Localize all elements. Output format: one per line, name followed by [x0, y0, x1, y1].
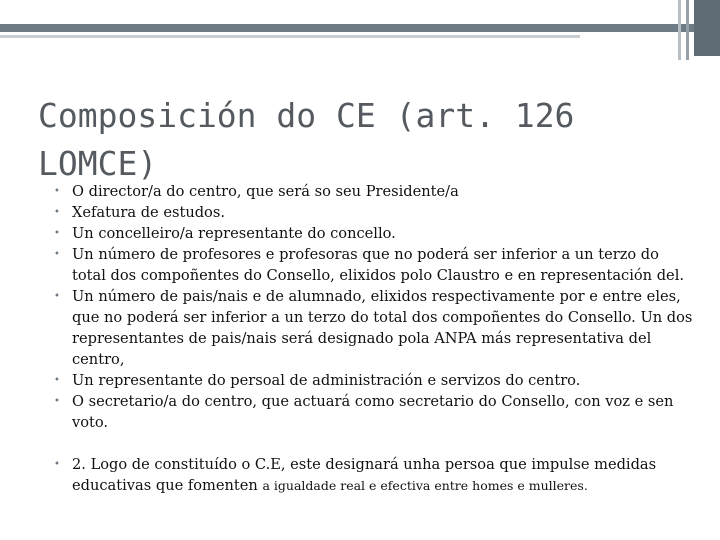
list-item — [54, 202, 694, 223]
list-item — [54, 244, 694, 286]
bullet-icon: • — [54, 291, 60, 302]
bullet-icon: • — [54, 396, 60, 407]
list-item-text: Un número de pais/nais e de alumnado, elixidos respectivamente por e entre eles, que no poderá ser inferior a un terzo do total dos compoñentes do Consello. Un dos representantes de pais/nais será designado pola ANPA más representativa del centro, — [72, 288, 693, 368]
list-item — [54, 286, 694, 370]
list-item-text: Un concelleiro/a representante do concello. — [72, 225, 396, 242]
list-item-text: Xefatura de estudos. — [72, 204, 225, 221]
list-item — [54, 181, 694, 202]
list-item — [54, 370, 694, 391]
corner-decoration — [694, 0, 720, 56]
list-item — [54, 223, 694, 244]
slide-title: Composición do CE (art. 126 LOMCE) — [38, 96, 575, 183]
bullet-icon: • — [54, 186, 60, 197]
final-item-small-text: a igualdade real e efectiva entre homes e mulleres. — [262, 478, 588, 493]
list-item-text: Un representante do persoal de administración e servizos do centro. — [72, 372, 581, 389]
list-item-text: Un número de profesores e profesoras que no poderá ser inferior a un terzo do total dos compoñentes do Consello, elixidos polo Claustro e en representación del. — [72, 246, 685, 284]
list-item — [54, 391, 694, 433]
corner-stripe — [686, 0, 689, 60]
bullet-icon: • — [54, 207, 60, 218]
list-item-text: O director/a do centro, que será so seu Presidente/a — [72, 183, 459, 200]
list-item-final — [54, 454, 694, 496]
bullet-list — [54, 181, 694, 496]
bullet-icon: • — [54, 459, 60, 470]
bullet-icon: • — [54, 228, 60, 239]
header-accent-line — [0, 35, 580, 38]
bullet-icon: • — [54, 375, 60, 386]
corner-stripe — [678, 0, 681, 60]
list-item-text: O secretario/a do centro, que actuará como secretario do Consello, con voz e sen voto. — [72, 393, 674, 431]
header-bar — [0, 24, 720, 32]
bullet-icon: • — [54, 249, 60, 260]
final-item-text: 2. Logo de constituído o C.E, este designará unha persoa que impulse medidas educativas que fomenten — [72, 456, 657, 494]
